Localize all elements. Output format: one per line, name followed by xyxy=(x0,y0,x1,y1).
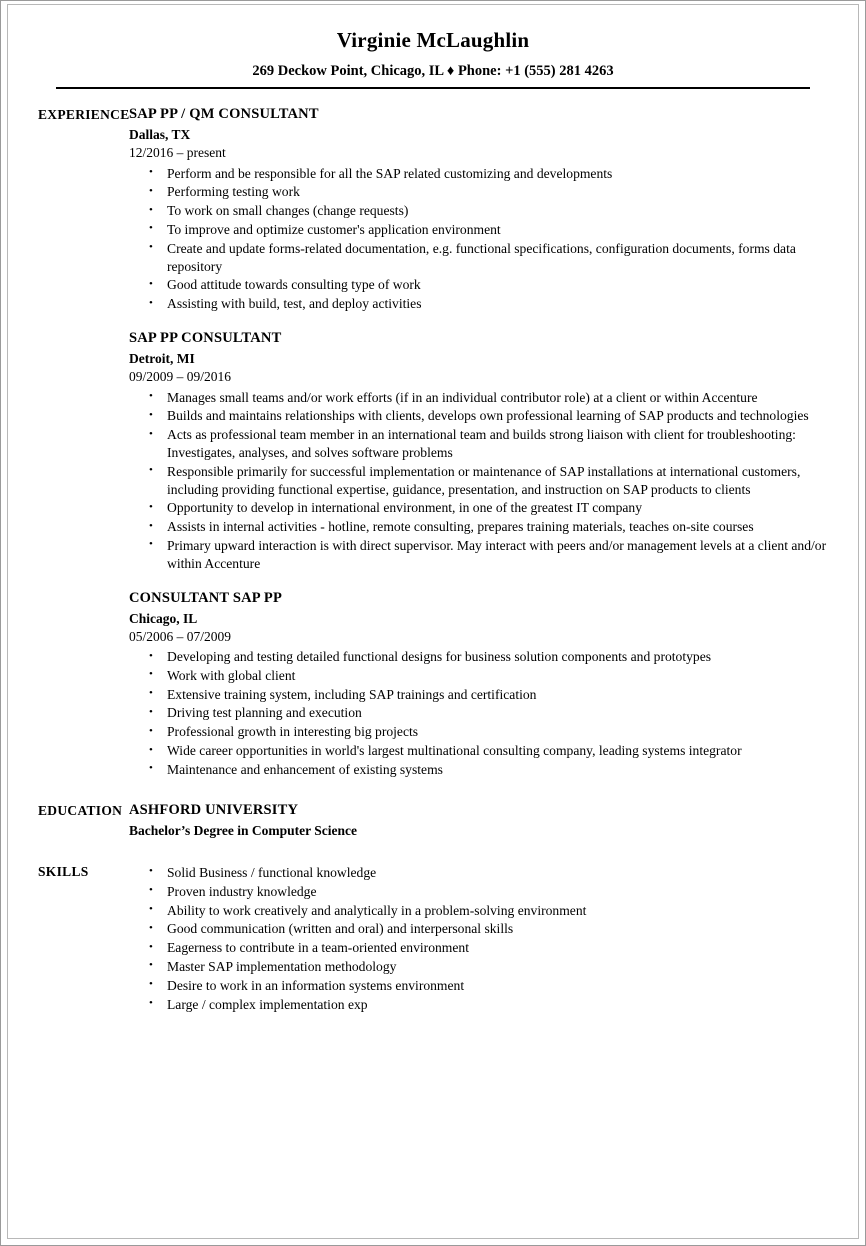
header-divider-rule xyxy=(56,87,810,89)
job-location: Dallas, TX xyxy=(129,127,191,143)
job-responsibility-list xyxy=(129,165,840,313)
list-item: • Opportunity to develop in international environment, in one of the greatest IT company xyxy=(141,499,840,517)
list-item: • Ability to work creatively and analytically in a problem-solving environment xyxy=(141,902,840,920)
list-item: • Maintenance and enhancement of existing systems xyxy=(141,761,840,779)
section-label-education: EDUCATION xyxy=(38,802,123,818)
list-item: • Assisting with build, test, and deploy activities xyxy=(141,295,840,313)
job-dates: 12/2016 – present xyxy=(129,145,226,161)
job-responsibility-list xyxy=(129,648,840,779)
list-item: • Extensive training system, including SAP trainings and certification xyxy=(141,686,840,704)
list-item: • Master SAP implementation methodology xyxy=(141,958,840,976)
resume-sheet xyxy=(8,5,858,1238)
list-item: • Builds and maintains relationships with clients, develops own professional learning of SAP products and technologies xyxy=(141,407,840,425)
job-dates: 05/2006 – 07/2009 xyxy=(129,628,232,644)
education-degree: Bachelor’s Degree in Computer Science xyxy=(129,822,357,838)
list-item: • Proven industry knowledge xyxy=(141,883,840,901)
section-label-skills: SKILLS xyxy=(38,863,89,879)
skills-list xyxy=(129,864,840,1013)
contact-line: 269 Deckow Point, Chicago, IL ♦ Phone: +1 (555) 281 4263 xyxy=(252,63,614,80)
list-item: • Primary upward interaction is with direct supervisor. May interact with peers and/or management levels at a client and/or within Accenture xyxy=(141,537,840,573)
candidate-name: Virginie McLaughlin xyxy=(336,28,530,52)
list-item: • Large / complex implementation exp xyxy=(141,996,840,1014)
job-location: Detroit, MI xyxy=(129,351,195,367)
experience-content xyxy=(129,105,858,779)
list-item: • Assists in internal activities - hotline, remote consulting, prepares training materials, teaches on-site courses xyxy=(141,518,840,536)
job-dates: 09/2009 – 09/2016 xyxy=(129,369,232,385)
job-title: CONSULTANT SAP PP xyxy=(129,589,283,606)
list-item: • Eagerness to contribute in a team-oriented environment xyxy=(141,939,840,957)
job-title: SAP PP / QM CONSULTANT xyxy=(129,106,319,123)
education-entry xyxy=(129,801,840,840)
list-item: • Desire to work in an information systems environment xyxy=(141,977,840,995)
page-frame xyxy=(7,4,859,1239)
education-school: ASHFORD UNIVERSITY xyxy=(129,801,299,818)
list-item: • To work on small changes (change requests) xyxy=(141,202,840,220)
job-entry xyxy=(129,105,840,313)
list-item: • Acts as professional team member in an international team and builds strong liaison with client for troubleshooting: Investigates, analyses, and solves software problems xyxy=(141,426,840,462)
list-item: • Performing testing work xyxy=(141,183,840,201)
job-entry xyxy=(129,589,840,779)
list-item: • Driving test planning and execution xyxy=(141,704,840,722)
education-section xyxy=(8,801,858,840)
list-item: • Perform and be responsible for all the SAP related customizing and developments xyxy=(141,165,840,183)
list-item: • Create and update forms-related documentation, e.g. functional specifications, configuration documents, forms data repository xyxy=(141,240,840,276)
job-entry xyxy=(129,329,840,573)
list-item: • Manages small teams and/or work efforts (if in an individual contributor role) at a client or within Accenture xyxy=(141,389,840,407)
education-content xyxy=(129,801,858,840)
resume-header xyxy=(8,5,858,89)
list-item: • Professional growth in interesting big projects xyxy=(141,723,840,741)
section-label-experience: EXPERIENCE xyxy=(38,107,130,123)
job-location: Chicago, IL xyxy=(129,610,198,626)
list-item: • Good communication (written and oral) and interpersonal skills xyxy=(141,920,840,938)
list-item: • Solid Business / functional knowledge xyxy=(141,864,840,882)
list-item: • Good attitude towards consulting type of work xyxy=(141,276,840,294)
list-item: • To improve and optimize customer's application environment xyxy=(141,221,840,239)
list-item: • Work with global client xyxy=(141,667,840,685)
skills-content xyxy=(129,862,858,1013)
skills-section xyxy=(8,862,858,1013)
list-item: • Developing and testing detailed functional designs for business solution components and prototypes xyxy=(141,648,840,666)
list-item: • Responsible primarily for successful implementation or maintenance of SAP installations at international customers, including providing functional expertise, guidance, presentation, and instruction on SAP products to clients xyxy=(141,463,840,499)
job-responsibility-list xyxy=(129,389,840,573)
list-item: • Wide career opportunities in world's largest multinational consulting company, leading systems integrator xyxy=(141,742,840,760)
job-title: SAP PP CONSULTANT xyxy=(129,329,282,346)
experience-section xyxy=(8,105,858,779)
